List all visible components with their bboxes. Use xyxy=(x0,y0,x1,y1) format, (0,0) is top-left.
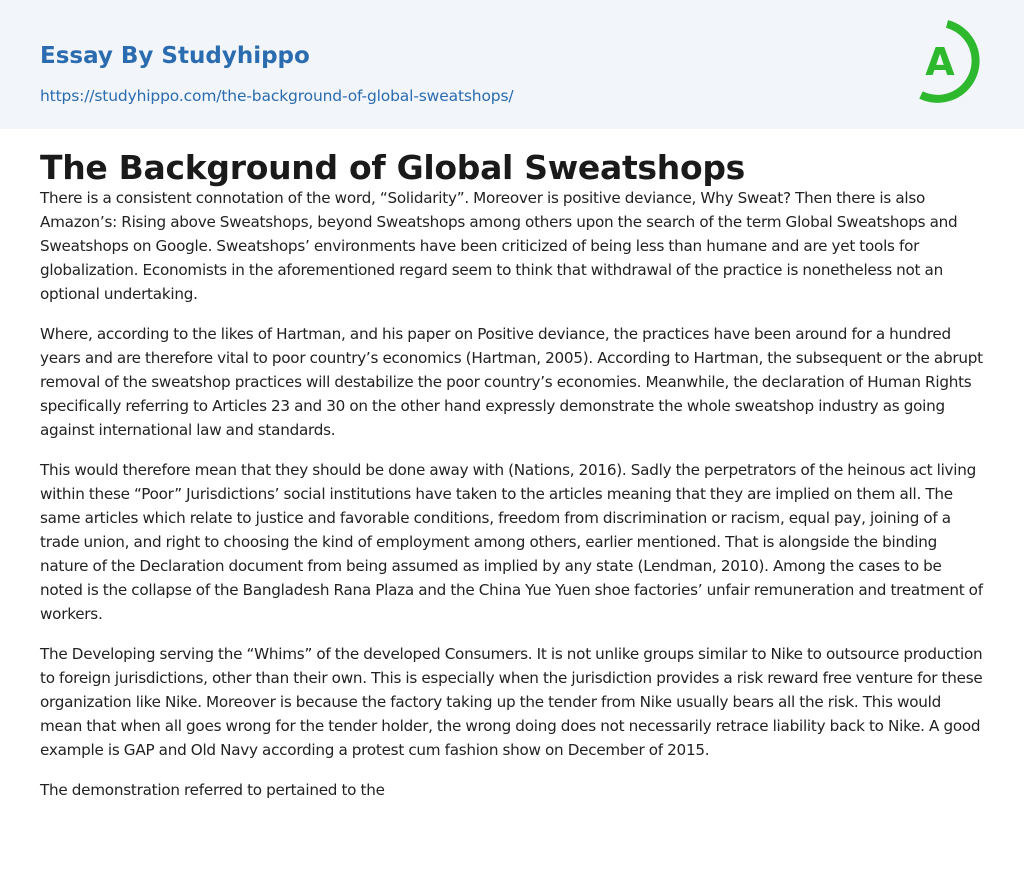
page-title: The Background of Global Sweatshops xyxy=(40,148,745,187)
site-title[interactable]: Essay By Studyhippo xyxy=(40,43,310,69)
studyhippo-logo-icon[interactable] xyxy=(912,20,986,104)
paragraph-2: Where, according to the likes of Hartman, and his paper on Positive deviance, the practices have been around for a hundred years and are therefore vital to poor country’s economics (Hartman, 2005). According to Hartman, the subsequent or the abrupt removal of the sweatshop practices will destabilize the poor country’s economies. Meanwhile, the declaration of Human Rights specifically referring to Articles 23 and 30 on the other hand expressly demonstrate the whole sweatshop industry as going against international law and standards. xyxy=(40,325,983,439)
paragraph-3: This would therefore mean that they should be done away with (Nations, 2016). Sadly the perpetrators of the heinous act living within these “Poor” Jurisdictions’ social institutions have taken to the articles meaning that they are implied on them all. The same articles which relate to justice and favorable conditions, freedom from discrimination or racism, equal pay, joining of a trade union, and right to choosing the kind of employment among others, earlier mentioned. That is alongside the binding nature of the Declaration document from being assumed as implied by any state (Lendman, 2010). Among the cases to be noted is the collapse of the Bangladesh Rana Plaza and the China Yue Yuen shoe factories’ unfair remuneration and treatment of workers. xyxy=(40,461,983,623)
article-content xyxy=(0,129,1024,802)
paragraph-4: The Developing serving the “Whims” of the developed Consumers. It is not unlike groups similar to Nike to outsource production to foreign jurisdictions, other than their own. This is especially when the jurisdiction provides a risk reward free venture for these organization like Nike. Moreover is because the factory taking up the tender from Nike usually bears all the risk. This would mean that when all goes wrong for the tender holder, the wrong doing does not necessarily retrace liability back to Nike. A good example is GAP and Old Navy according a protest cum fashion show on December of 2015. xyxy=(40,645,983,759)
paragraph-1: There is a consistent connotation of the word, “Solidarity”. Moreover is positive deviance, Why Sweat? Then there is also Amazon’s: Rising above Sweatshops, beyond Sweatshops among others upon the search of the term Global Sweatshops and Sweatshops on Google. Sweatshops’ environments have been criticized of being less than humane and are yet tools for globalization. Economists in the aforementioned regard seem to think that withdrawal of the practice is nonetheless not an optional undertaking. xyxy=(40,189,958,303)
site-header xyxy=(0,0,1024,129)
logo-letter: A xyxy=(925,40,955,84)
paragraph-5-truncated: The demonstration referred to pertained to the xyxy=(40,781,385,799)
essay-url-link[interactable]: https://studyhippo.com/the-background-of-global-sweatshops/ xyxy=(40,87,514,105)
